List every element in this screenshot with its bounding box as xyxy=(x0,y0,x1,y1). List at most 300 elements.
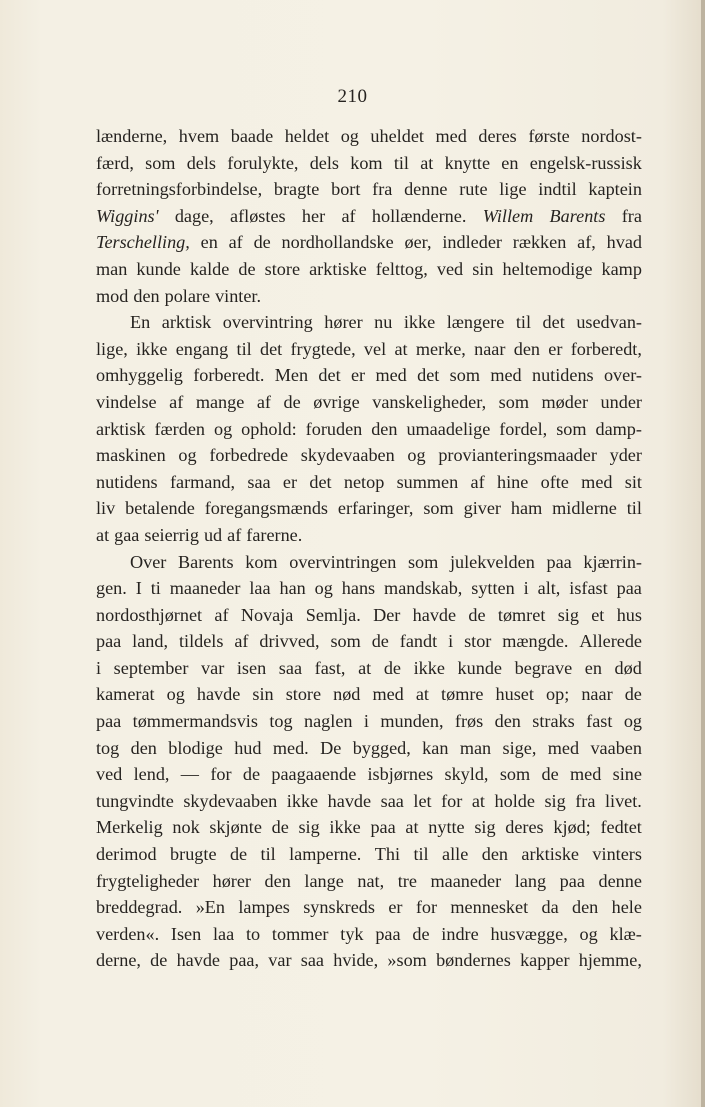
word: heltemodige xyxy=(502,258,593,279)
word: maskinen xyxy=(96,445,166,466)
word: i xyxy=(96,657,102,678)
text-line xyxy=(96,283,642,310)
word: at xyxy=(394,338,408,359)
word: stor xyxy=(464,631,492,652)
word: lend, xyxy=(133,764,170,785)
text-line xyxy=(96,735,642,762)
word: hvide, xyxy=(333,950,379,971)
word: kapper xyxy=(520,950,570,971)
word: til xyxy=(626,498,642,519)
word: kamerat xyxy=(96,684,155,705)
word: kaptein xyxy=(588,179,642,200)
word: som xyxy=(556,418,587,439)
word: knytte xyxy=(444,152,491,173)
word: ikke xyxy=(413,657,445,678)
word: her xyxy=(301,205,326,226)
text-line xyxy=(96,761,642,788)
word: og xyxy=(213,418,233,439)
word: Allerede xyxy=(579,631,642,652)
word: ikke xyxy=(403,312,436,333)
word: mennesket xyxy=(450,897,529,918)
word: to xyxy=(245,923,261,944)
word: derimod xyxy=(96,844,157,865)
word: umaadelige xyxy=(406,418,491,439)
word: hele xyxy=(611,897,642,918)
word: nordosthjørnet xyxy=(96,604,203,625)
word: den xyxy=(130,737,157,758)
word: af xyxy=(214,604,229,625)
word: en xyxy=(584,657,602,678)
word: til xyxy=(413,844,429,865)
word: naglen xyxy=(304,711,353,732)
word: til xyxy=(260,844,276,865)
word: at xyxy=(405,817,419,838)
word: var xyxy=(201,657,225,678)
word: Willem xyxy=(482,205,534,226)
word: hvad xyxy=(606,232,642,253)
word: hjemme, xyxy=(578,950,642,971)
word: af xyxy=(169,391,184,412)
word: lang xyxy=(514,870,547,891)
word: som xyxy=(423,498,454,519)
word: paa xyxy=(375,923,401,944)
word: blodige xyxy=(168,737,223,758)
text-line xyxy=(96,203,642,230)
word: vinters xyxy=(592,844,642,865)
word: nød xyxy=(333,684,361,705)
word: fandt xyxy=(399,631,438,652)
word: et xyxy=(591,604,605,625)
word: er xyxy=(548,338,563,359)
word: julekvelden xyxy=(449,551,535,572)
word: lige, xyxy=(96,338,128,359)
word: paa xyxy=(370,817,396,838)
word: kamp xyxy=(601,258,642,279)
word: dels xyxy=(309,152,339,173)
word: deres xyxy=(505,817,544,838)
word: til xyxy=(393,152,409,173)
word: de xyxy=(468,604,486,625)
word: og xyxy=(340,126,359,146)
word: lænderne, xyxy=(96,126,168,146)
word: farmand, xyxy=(169,471,236,492)
word: mange xyxy=(195,391,245,412)
word: store xyxy=(264,258,301,279)
word: ved xyxy=(436,258,464,279)
word: summen xyxy=(396,471,459,492)
word: sin xyxy=(252,684,274,705)
word: dage, xyxy=(174,205,214,226)
word: den xyxy=(494,711,521,732)
word: ved xyxy=(96,764,123,785)
word: naar xyxy=(581,684,613,705)
word: provianteringsmaader xyxy=(438,445,597,466)
word: tømre xyxy=(441,684,484,705)
word: »En xyxy=(195,897,226,918)
word: saa xyxy=(300,950,324,971)
text-line xyxy=(96,495,642,522)
word: nordost- xyxy=(581,126,642,146)
word: engang xyxy=(175,338,229,359)
word: alle xyxy=(442,844,469,865)
word: sine xyxy=(612,764,642,785)
word: bøndernes xyxy=(436,950,511,971)
text-line xyxy=(96,947,642,974)
word: omhyggelig xyxy=(96,365,183,386)
word: vinter. xyxy=(215,285,262,306)
word: i xyxy=(363,711,369,732)
word: giver xyxy=(463,498,501,519)
word: paa xyxy=(546,551,572,572)
word: den xyxy=(371,418,398,439)
word: den xyxy=(513,338,540,359)
word: »som xyxy=(387,950,427,971)
text-line xyxy=(96,708,642,735)
word: øer, xyxy=(404,232,432,253)
word: som xyxy=(449,365,480,386)
word: tommer xyxy=(271,923,329,944)
body-text xyxy=(96,123,642,974)
word: farerne. xyxy=(246,524,303,545)
text-line xyxy=(96,655,642,682)
word: liv xyxy=(96,498,116,519)
text-line xyxy=(96,123,642,150)
word: lamperne. xyxy=(289,844,362,865)
word: hører xyxy=(324,312,363,333)
word: frygtede, xyxy=(290,338,356,359)
text-line xyxy=(96,921,642,948)
word: sytten xyxy=(471,578,515,599)
word: i xyxy=(523,578,529,599)
word: foregangsmænds xyxy=(204,498,328,519)
word: forbedrede xyxy=(209,445,289,466)
word: tungvindte xyxy=(96,790,174,811)
word: det xyxy=(309,471,332,492)
word: lange xyxy=(304,870,344,891)
word: maaneder xyxy=(430,870,502,891)
word: med xyxy=(581,471,613,492)
word: afløstes xyxy=(230,205,286,226)
word: en xyxy=(200,232,218,253)
word: som xyxy=(407,551,439,572)
word: paa xyxy=(616,578,642,599)
word: rækken xyxy=(512,232,567,253)
word: engelsk-russisk xyxy=(529,152,642,173)
word: havde xyxy=(412,604,457,625)
word: polare xyxy=(164,285,211,306)
word: fedtet xyxy=(600,817,642,838)
text-line xyxy=(96,362,642,389)
word: i xyxy=(448,631,454,652)
word: ikke xyxy=(286,790,319,811)
word: mandskab, xyxy=(384,578,463,599)
word: fra xyxy=(372,179,393,200)
word: september xyxy=(113,657,189,678)
word: verden«. xyxy=(96,923,160,944)
word: tog xyxy=(269,711,293,732)
word: frygteligheder xyxy=(96,870,200,891)
word: med xyxy=(547,737,580,758)
word: tyk xyxy=(340,923,364,944)
word: havde xyxy=(176,950,221,971)
text-line xyxy=(96,788,642,815)
text-line xyxy=(96,229,642,256)
text-line xyxy=(96,575,642,602)
word: ikke xyxy=(136,338,168,359)
word: sig xyxy=(298,817,320,838)
word: af, xyxy=(577,232,596,253)
word: til xyxy=(236,338,252,359)
word: Over xyxy=(130,551,167,572)
word: derne, xyxy=(96,950,141,971)
word: de xyxy=(150,950,168,971)
word: arktisk xyxy=(161,312,212,333)
word: hvem xyxy=(178,126,220,146)
word: havde xyxy=(196,684,241,705)
word: Der xyxy=(373,604,401,625)
word: over- xyxy=(603,365,642,386)
word: skyld, xyxy=(444,764,489,785)
word: det xyxy=(318,365,341,386)
word: med xyxy=(490,365,522,386)
word: sige, xyxy=(502,737,537,758)
word: af xyxy=(470,471,485,492)
word: færden xyxy=(154,418,205,439)
word: tømret xyxy=(497,604,546,625)
word: paa xyxy=(96,711,122,732)
word: arktiske xyxy=(521,844,579,865)
word: Novaja xyxy=(240,604,294,625)
word: at xyxy=(96,524,110,545)
word: skydevaaben xyxy=(300,445,395,466)
word: de xyxy=(383,657,401,678)
word: og xyxy=(314,578,333,599)
word: er xyxy=(350,365,366,386)
word: Barents xyxy=(178,551,234,572)
word: skjønte xyxy=(209,817,262,838)
word: seierrig xyxy=(144,524,199,545)
word: vindelse xyxy=(96,391,157,412)
word: man xyxy=(459,737,492,758)
text-line xyxy=(96,814,642,841)
word: felttog, xyxy=(375,258,428,279)
page-number: 210 xyxy=(337,86,368,107)
word: sit xyxy=(624,471,642,492)
word: paagaaende xyxy=(271,764,357,785)
word: ophold: xyxy=(241,418,297,439)
word: vel xyxy=(363,338,387,359)
word: brugte xyxy=(170,844,217,865)
word: fra xyxy=(575,790,596,811)
page-edge xyxy=(701,0,705,1107)
text-line xyxy=(96,416,642,443)
word: var xyxy=(268,950,292,971)
text-line xyxy=(96,841,642,868)
word: skydevaaben xyxy=(183,790,278,811)
word: synskreds xyxy=(303,897,375,918)
text-line xyxy=(96,894,642,921)
word: for xyxy=(415,897,438,918)
word: som xyxy=(499,764,531,785)
word: med xyxy=(435,126,467,146)
word: bragte xyxy=(273,179,320,200)
word: at xyxy=(471,790,485,811)
word: betalende xyxy=(125,498,195,519)
word: hans xyxy=(341,578,376,599)
word: bygged, xyxy=(352,737,411,758)
text-line xyxy=(96,442,642,469)
word: lampes xyxy=(238,897,290,918)
word: mod xyxy=(96,285,129,306)
word: Isen xyxy=(170,923,202,944)
word: som xyxy=(498,391,529,412)
word: nat, xyxy=(357,870,385,891)
word: at xyxy=(358,657,372,678)
word: af xyxy=(234,631,249,652)
word: er xyxy=(388,897,403,918)
word: uheldet xyxy=(370,126,424,146)
word: de xyxy=(229,844,248,865)
word: kunde xyxy=(136,258,181,279)
word: alt, xyxy=(537,578,561,599)
word: tre xyxy=(397,870,417,891)
word: indre xyxy=(441,923,479,944)
word: at xyxy=(420,152,434,173)
word: ud xyxy=(203,524,223,545)
word: ham xyxy=(510,498,543,519)
word: til xyxy=(515,312,532,333)
word: dels xyxy=(186,152,216,173)
word: frøs xyxy=(454,711,484,732)
word: livet. xyxy=(604,790,642,811)
word: havde xyxy=(327,790,372,811)
word: da xyxy=(541,897,559,918)
word: de xyxy=(271,817,289,838)
word: bort xyxy=(331,179,361,200)
word: vaaben xyxy=(590,737,642,758)
word: munden, xyxy=(380,711,444,732)
word: fast xyxy=(586,711,613,732)
text-line xyxy=(96,150,642,177)
word: drivved, xyxy=(259,631,320,652)
word: de xyxy=(541,764,559,785)
word: den xyxy=(481,844,508,865)
word: straks xyxy=(532,711,575,732)
word: og xyxy=(166,684,185,705)
word: det xyxy=(417,365,440,386)
text-line xyxy=(96,336,642,363)
text-line xyxy=(96,522,642,549)
word: breddegrad. xyxy=(96,897,183,918)
word: den xyxy=(133,285,160,306)
word: merke, xyxy=(415,338,466,359)
word: nutidens xyxy=(96,471,158,492)
word: saa xyxy=(278,657,303,678)
word: med. xyxy=(272,737,309,758)
word: maaneder xyxy=(169,578,241,599)
word: saa xyxy=(380,790,404,811)
text-line xyxy=(96,256,642,283)
word: I xyxy=(135,578,142,599)
text-line xyxy=(96,469,642,496)
word: kjærrin- xyxy=(583,551,642,572)
text-line xyxy=(96,602,642,629)
word: kalde xyxy=(189,258,230,279)
word: sig xyxy=(557,604,579,625)
word: tog xyxy=(96,737,120,758)
word: gen. xyxy=(96,578,127,599)
text-line xyxy=(96,681,642,708)
word: mængde. xyxy=(502,631,569,652)
word: laa xyxy=(213,923,235,944)
word: sin xyxy=(472,258,494,279)
word: af xyxy=(227,524,242,545)
word: kom xyxy=(245,551,278,572)
word: denne xyxy=(598,870,642,891)
word: fordel, xyxy=(499,418,548,439)
word: forberedt. xyxy=(193,365,265,386)
word: rute xyxy=(459,179,488,200)
word: netop xyxy=(343,471,385,492)
word: under xyxy=(600,391,642,412)
word: nutidens xyxy=(531,365,594,386)
word: erfaringer, xyxy=(337,498,414,519)
word: det xyxy=(259,338,283,359)
word: er xyxy=(282,471,298,492)
word: tømmermandsvis xyxy=(132,711,258,732)
word: længere xyxy=(446,312,505,333)
word: kom xyxy=(350,152,383,173)
word: let xyxy=(413,790,432,811)
word: store xyxy=(285,684,322,705)
word: Merkelig xyxy=(96,817,163,838)
word: arktiske xyxy=(309,258,367,279)
word: saa xyxy=(247,471,271,492)
word: nu xyxy=(374,312,393,333)
word: lige xyxy=(499,179,527,200)
word: færd, xyxy=(96,152,134,173)
word: og xyxy=(407,445,426,466)
word: arktisk xyxy=(96,418,146,439)
word: klæ- xyxy=(609,923,642,944)
word: En xyxy=(130,312,151,333)
word: hører xyxy=(212,870,251,891)
word: usedvan- xyxy=(576,312,642,333)
word: man xyxy=(96,258,128,279)
word: Men xyxy=(274,365,309,386)
word: kan xyxy=(422,737,449,758)
text-line xyxy=(96,628,642,655)
word: de xyxy=(242,764,261,785)
word: de xyxy=(371,631,389,652)
text-line xyxy=(96,549,642,576)
text-line xyxy=(96,176,642,203)
word: sig xyxy=(544,790,566,811)
word: en xyxy=(501,152,519,173)
word: husvægge, xyxy=(490,923,568,944)
word: isen xyxy=(236,657,267,678)
word: død xyxy=(614,657,642,678)
text-line xyxy=(96,389,642,416)
word: af xyxy=(228,232,243,253)
word: op; xyxy=(546,684,570,705)
word: laa xyxy=(249,578,271,599)
word: hollænderne. xyxy=(371,205,467,226)
word: De xyxy=(320,737,342,758)
word: af xyxy=(341,205,356,226)
word: ikke xyxy=(329,817,361,838)
word: midlerne xyxy=(552,498,617,519)
